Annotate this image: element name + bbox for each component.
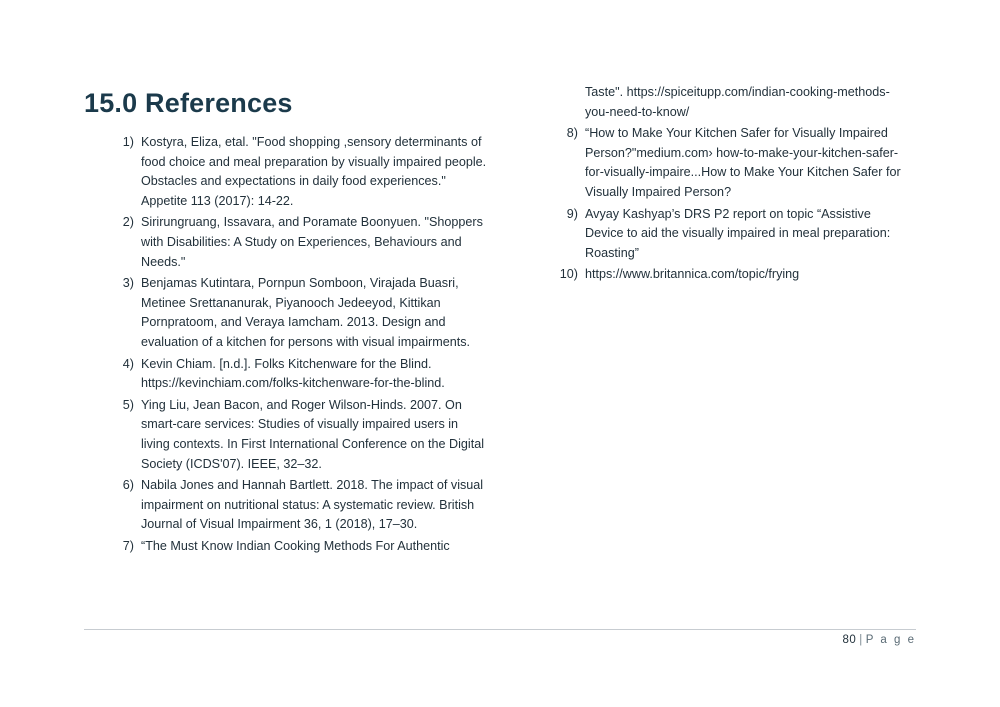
reference-text: Sirirungruang, Issavara, and Poramate Boonyuen. "Shoppers with Disabilities: A Study on Experiences, Behaviours and Needs."	[141, 215, 483, 269]
footer-page-word: P a g e	[865, 634, 916, 646]
page-title: 15.0 References	[84, 88, 293, 118]
reference-number: 7)	[122, 538, 134, 553]
reference-list-left	[108, 133, 488, 556]
reference-text: Benjamas Kutintara, Pornpun Somboon, Virajada Buasri, Metinee Srettananurak, Piyanooch Jedeeyod, Kittikan Pornpratoom, and Veraya Iamcham. 2013. Design and evaluation of a kitchen for persons with visual impairments.	[141, 276, 470, 349]
reference-text: “The Must Know Indian Cooking Methods For Authentic	[141, 538, 450, 553]
reference-number: 8)	[566, 126, 578, 141]
list-item	[108, 213, 488, 272]
reference-text: Ying Liu, Jean Bacon, and Roger Wilson-Hinds. 2007. On smart-care services: Studies of visually impaired users in living contexts. In First International Conference on the Digital Society (ICDS'07). IEEE, 32–32.	[141, 397, 485, 471]
footer-page-number: 80	[842, 634, 857, 646]
reference-text: Taste". https://spiceitupp.com/indian-cooking-methods-you-need-to-know/	[585, 85, 890, 119]
reference-list-right	[552, 83, 912, 285]
list-item	[552, 83, 912, 122]
reference-number: 4)	[122, 356, 134, 371]
list-item	[552, 124, 912, 202]
list-item	[108, 396, 488, 474]
list-item	[108, 476, 488, 535]
list-item	[108, 274, 488, 352]
list-item	[108, 133, 488, 211]
reference-text: Nabila Jones and Hannah Bartlett. 2018. The impact of visual impairment on nutritional status: A systematic review. British Journal of Visual Impairment 36, 1 (2018), 17–30.	[141, 478, 484, 532]
footer-page-indicator	[842, 634, 916, 646]
reference-number: 9)	[566, 206, 578, 221]
reference-number: 1)	[122, 135, 134, 149]
reference-number: 2)	[122, 215, 134, 230]
references-column-right	[552, 83, 912, 287]
list-item	[552, 205, 912, 264]
reference-number: 10)	[559, 267, 578, 282]
list-item	[108, 537, 488, 557]
footer-separator: |	[859, 634, 863, 646]
list-item	[552, 265, 912, 285]
reference-text: Kevin Chiam. [n.d.]. Folks Kitchenware for the Blind. https://kevinchiam.com/folks-kitchenware-for-the-blind.	[141, 356, 445, 391]
reference-number: 6)	[122, 478, 134, 493]
reference-text: “How to Make Your Kitchen Safer for Visually Impaired Person?"medium.com› how-to-make-your-kitchen-safer-for-visually-impaire...How to Make Your Kitchen Safer for Visually Impaired Person?	[585, 126, 901, 199]
references-column-left	[108, 133, 488, 558]
reference-text: Kostyra, Eliza, etal. "Food shopping ,sensory determinants of food choice and meal preparation by visually impaired people. Obstacles and expectations in daily food experiences." Appetite 113 (2017): 14-22.	[141, 135, 487, 208]
reference-text: https://www.britannica.com/topic/frying	[585, 267, 800, 282]
reference-number: 3)	[122, 276, 134, 291]
footer-divider	[84, 629, 916, 630]
reference-text: Avyay Kashyap’s DRS P2 report on topic “Assistive Device to aid the visually impaired in meal preparation: Roasting”	[585, 206, 891, 260]
list-item	[108, 355, 488, 394]
reference-number: 5)	[122, 397, 134, 412]
